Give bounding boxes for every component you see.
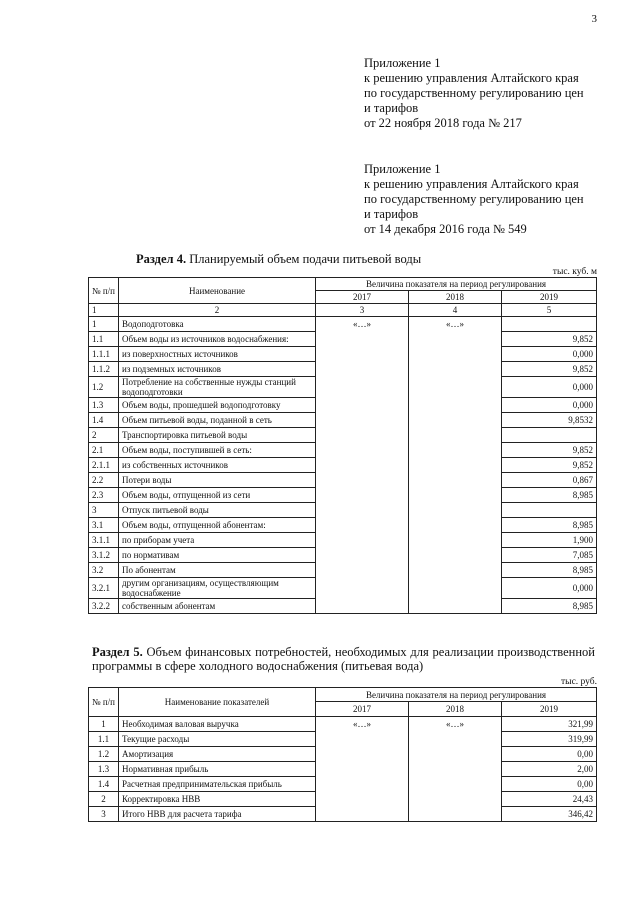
row-number: 1 (89, 717, 119, 732)
value-2019: 1,900 (502, 533, 597, 548)
appendix-line: к решению управления Алтайского края (364, 177, 579, 191)
row-name: из собственных источников (119, 458, 316, 473)
row-name: Расчетная предпринимательская прибыль (119, 777, 316, 792)
row-name: Нормативная прибыль (119, 762, 316, 777)
row-name: другим организациям, осуществляющим водоснабжение (119, 578, 316, 599)
header-col-index: 1 (89, 304, 119, 317)
page-number: 3 (591, 13, 597, 25)
row-name: Отпуск питьевой воды (119, 503, 316, 518)
value-2019: 9,852 (502, 443, 597, 458)
value-2019: 24,43 (502, 792, 597, 807)
row-number: 3 (89, 807, 119, 822)
value-2019: 9,8532 (502, 413, 597, 428)
appendix-line: по государственному регулированию цен (364, 86, 584, 100)
row-name: Объем воды, отпущенной из сети (119, 488, 316, 503)
header-col-index: 3 (316, 304, 409, 317)
value-2018-placeholder: «…» (409, 717, 502, 822)
header-col-index: 4 (409, 304, 502, 317)
header-year-2018: 2018 (409, 291, 502, 304)
row-name: По абонентам (119, 563, 316, 578)
header-name: Наименование (119, 278, 316, 304)
value-2019: 0,000 (502, 377, 597, 398)
value-2019: 0,000 (502, 398, 597, 413)
value-2019: 9,852 (502, 362, 597, 377)
row-name: из подземных источников (119, 362, 316, 377)
value-2019: 7,085 (502, 548, 597, 563)
row-number: 2.1.1 (89, 458, 119, 473)
row-name: Амортизация (119, 747, 316, 762)
section-4-title (136, 252, 421, 266)
value-2019: 0,000 (502, 578, 597, 599)
row-name: по приборам учета (119, 533, 316, 548)
row-number: 2 (89, 792, 119, 807)
header-year-2019: 2019 (502, 702, 597, 717)
section-5-caption: Объем финансовых потребностей, необходимых для реализации производственной программы в сфере холодного водоснабжения (питьевая вода) (92, 645, 595, 673)
row-name: Транспортировка питьевой воды (119, 428, 316, 443)
row-name: Потери воды (119, 473, 316, 488)
section-4-units: тыс. куб. м (552, 267, 597, 277)
value-2019: 346,42 (502, 807, 597, 822)
value-2019: 8,985 (502, 599, 597, 614)
row-name: Объем воды, поступившей в сеть: (119, 443, 316, 458)
water-supply-volume-table (88, 277, 597, 614)
row-number: 3 (89, 503, 119, 518)
header-year-2019: 2019 (502, 291, 597, 304)
appendix-line: к решению управления Алтайского края (364, 71, 579, 85)
appendix-line: от 22 ноября 2018 года № 217 (364, 116, 522, 130)
header-year-2018: 2018 (409, 702, 502, 717)
table-row (89, 317, 597, 332)
value-2019: 321,99 (502, 717, 597, 732)
value-2017-placeholder: «…» (316, 717, 409, 822)
row-name: Текущие расходы (119, 732, 316, 747)
row-number: 1.4 (89, 413, 119, 428)
row-number: 2.2 (89, 473, 119, 488)
financial-needs-table (88, 687, 597, 822)
value-2019: 0,000 (502, 347, 597, 362)
row-name: Корректировка НВВ (119, 792, 316, 807)
value-2019: 8,985 (502, 563, 597, 578)
appendix-line: Приложение 1 (364, 162, 441, 176)
value-2019: 0,00 (502, 747, 597, 762)
row-number: 3.2.1 (89, 578, 119, 599)
row-name: по нормативам (119, 548, 316, 563)
row-name: Объем питьевой воды, поданной в сеть (119, 413, 316, 428)
row-number: 3.1.2 (89, 548, 119, 563)
value-2019: 9,852 (502, 332, 597, 347)
row-number: 1.2 (89, 747, 119, 762)
row-number: 3.2 (89, 563, 119, 578)
header-col-index: 5 (502, 304, 597, 317)
row-number: 3.1 (89, 518, 119, 533)
header-name: Наименование показателей (119, 688, 316, 717)
section-4-label: Раздел 4. (136, 252, 187, 266)
header-col-index: 2 (119, 304, 316, 317)
row-number: 1.4 (89, 777, 119, 792)
row-name: собственным абонентам (119, 599, 316, 614)
value-2019: 2,00 (502, 762, 597, 777)
row-name: Объем воды, прошедшей водоподготовку (119, 398, 316, 413)
row-number: 1.1.2 (89, 362, 119, 377)
value-2017-placeholder: «…» (316, 317, 409, 614)
row-name: Потребление на собственные нужды станций водоподготовки (119, 377, 316, 398)
header-period: Величина показателя на период регулирования (316, 688, 597, 702)
header-year-2017: 2017 (316, 702, 409, 717)
row-name: Объем воды, отпущенной абонентам: (119, 518, 316, 533)
header-num: № п/п (89, 688, 119, 717)
section-4-caption: Планируемый объем подачи питьевой воды (186, 252, 422, 266)
value-2019 (502, 317, 597, 332)
header-year-2017: 2017 (316, 291, 409, 304)
row-number: 1.1.1 (89, 347, 119, 362)
section-5-title (92, 645, 595, 673)
header-num: № п/п (89, 278, 119, 304)
row-name: Необходимая валовая выручка (119, 717, 316, 732)
appendix-line: от 14 декабря 2016 года № 549 (364, 222, 527, 236)
row-number: 1.3 (89, 398, 119, 413)
row-number: 2 (89, 428, 119, 443)
appendix-line: и тарифов (364, 207, 419, 221)
row-number: 1.1 (89, 732, 119, 747)
appendix-line: и тарифов (364, 101, 419, 115)
value-2019 (502, 428, 597, 443)
value-2019 (502, 503, 597, 518)
value-2018-placeholder: «…» (409, 317, 502, 614)
value-2019: 0,00 (502, 777, 597, 792)
header-period: Величина показателя на период регулирования (316, 278, 597, 291)
table-row (89, 717, 597, 732)
row-name: Итого НВВ для расчета тарифа (119, 807, 316, 822)
appendix-line: Приложение 1 (364, 56, 441, 70)
value-2019: 0,867 (502, 473, 597, 488)
section-5-units: тыс. руб. (561, 677, 597, 687)
value-2019: 8,985 (502, 488, 597, 503)
appendix-line: по государственному регулированию цен (364, 192, 584, 206)
row-number: 1.3 (89, 762, 119, 777)
row-number: 3.2.2 (89, 599, 119, 614)
row-name: Водоподготовка (119, 317, 316, 332)
appendix-block-2018 (364, 56, 614, 131)
row-number: 2.3 (89, 488, 119, 503)
section-5-label: Раздел 5. (92, 645, 143, 659)
row-name: Объем воды из источников водоснабжения: (119, 332, 316, 347)
value-2019: 8,985 (502, 518, 597, 533)
value-2019: 319,99 (502, 732, 597, 747)
row-name: из поверхностных источников (119, 347, 316, 362)
row-number: 3.1.1 (89, 533, 119, 548)
row-number: 1 (89, 317, 119, 332)
row-number: 1.1 (89, 332, 119, 347)
value-2019: 9,852 (502, 458, 597, 473)
row-number: 2.1 (89, 443, 119, 458)
row-number: 1.2 (89, 377, 119, 398)
appendix-block-2016 (364, 162, 614, 237)
